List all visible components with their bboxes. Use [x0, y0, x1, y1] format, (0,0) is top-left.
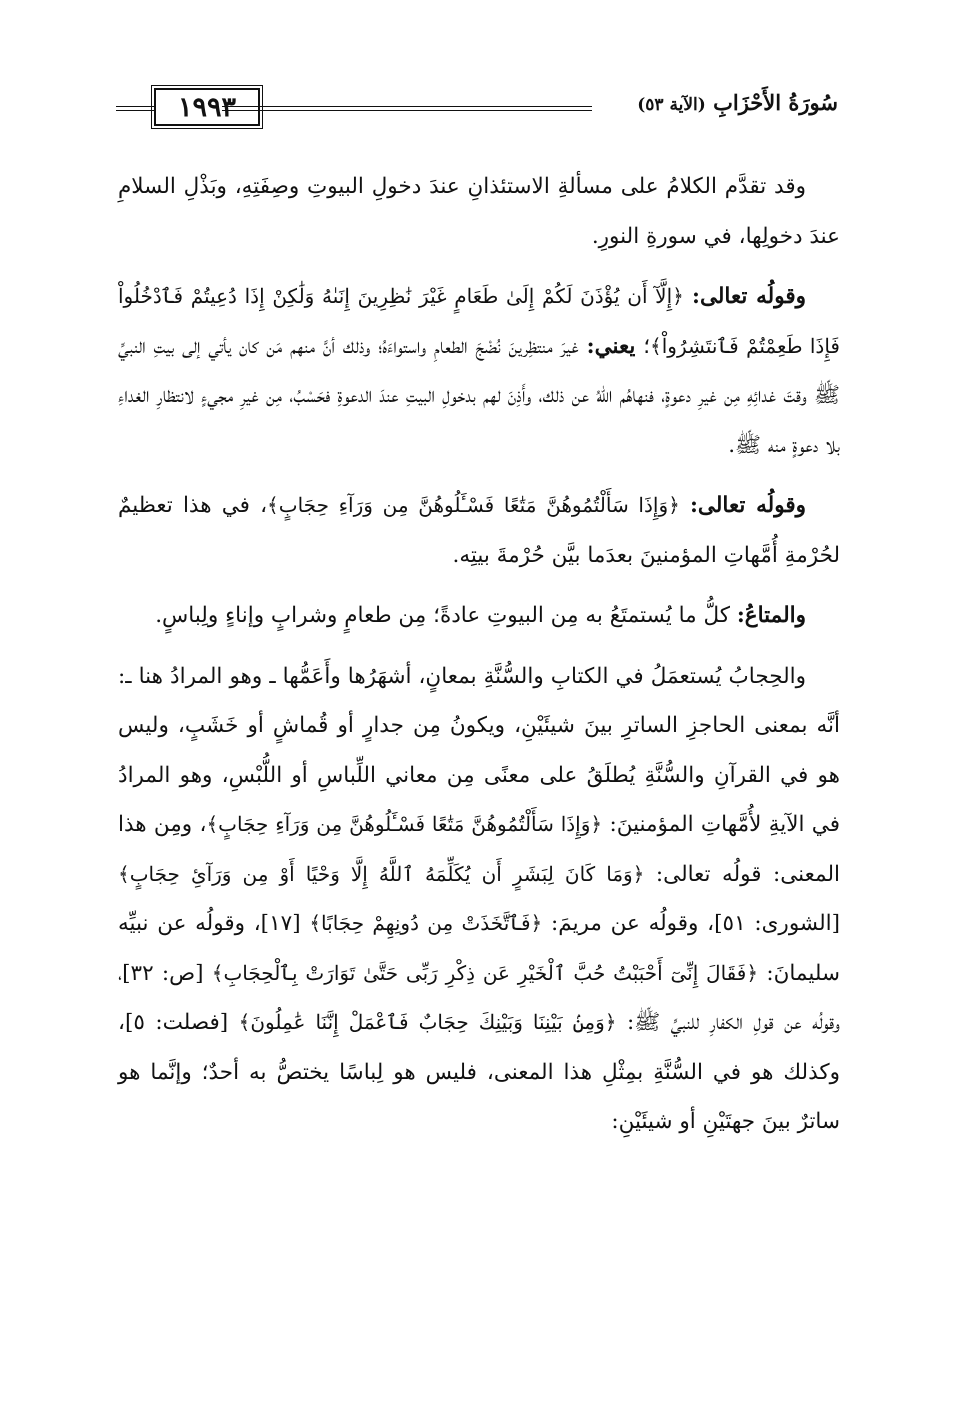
- page-number: ١٩٩٣: [178, 91, 237, 123]
- paragraph-3: [118, 481, 840, 580]
- page-body: [118, 162, 840, 1147]
- paragraph-1: [118, 162, 840, 261]
- quran-verse: ﴿وَمِنۢ بَيْنِنَا وَبَيْنِكَ حِجَابٌ فَٱعْمَلْ إِنَّنَا عَٰمِلُونَ﴾: [238, 1010, 617, 1034]
- paragraph-text: والحِجابُ يُستعمَلُ في الكتابِ والسُّنَّةِ بمعانٍ، أشهَرُها وأَعَمُّها ـ وهو المرادُ هنا ـ: أنَّه بمعنى الحاجزِ الساترِ بينَ شيئَيْنِ، ويكونُ مِن جدارٍ أو قُماشٍ أو خَشَبٍ، وليس هو في القرآنِ والسُّنَّةِ يُطلَقُ على معنًى مِن معاني اللِّباسِ أو اللُّبْسِ، وهو المرادُ في الآيةِ لأُمَّهاتِ المؤمنينَ:: [118, 663, 840, 837]
- paragraph-4: [118, 591, 840, 641]
- lead-phrase: يعني:: [586, 333, 636, 359]
- paragraph-2: [118, 272, 840, 470]
- quran-verse: ﴿وَمَا كَانَ لِبَشَرٍ أَن يُكَلِّمَهُ ٱللَّهُ إِلَّا وَحْيًا أَوْ مِن وَرَآئِ حِجَابٍ﴾: [118, 861, 645, 886]
- lead-phrase: والمتاعُ:: [736, 603, 806, 628]
- ayah-reference: (الآية ٥٣): [637, 95, 706, 115]
- quran-verse: ﴿فَقَالَ إِنِّىٓ أَحْبَبْتُ حُبَّ ٱلْخَيْرِ عَن ذِكْرِ رَبِّى حَتَّىٰ تَوَارَتْ بِٱلْحِجَابِ﴾: [211, 960, 759, 985]
- paragraph-text: ، ومِن هذا المعنى: قولُه تعالى:: [118, 812, 840, 887]
- surah-name: سُورَةُ الأَحْزَابِ: [713, 90, 838, 115]
- punctuation: ؛: [643, 333, 651, 359]
- page-number-box: [154, 88, 260, 126]
- quran-verse: ﴿إِلَّآ أَن يُؤْذَنَ لَكُمْ إِلَىٰ طَعَامٍ غَيْرَ نَٰظِرِينَ إِنَىٰهُ وَلَٰكِنْ إِذَا دُعِيتُمْ فَٱدْخُلُواْ فَإِذَا طَعِمْتُمْ فَٱنتَشِرُواْ﴾: [118, 284, 840, 358]
- header-rule: [222, 106, 592, 111]
- paragraph-text: غيرَ منتظِرينَ نُضْجَ الطعامِ واستواءَهُ؛ وذلك أنَّ منهم مَن كان يأتي إلى بيتِ النبيِّ ﷺ وقتَ غدائِهِ مِن غيرِ دعوةٍ، فنهاهُم اللهُ عن ذلك، وأَذِنَ لهم بدخولِ البيتِ عندَ الدعوةِ فحَسْبُ، مِن غيرِ مجيءٍ لانتظارِ الغداءِ بلا دعوةٍ منه ﷺ.: [118, 333, 840, 458]
- paragraph-text: ، في هذا تعظيمٌ لحُرْمةِ أُمَّهاتِ المؤمنينَ بعدَما بيَّن حُرْمةَ بيتِه.: [118, 493, 840, 568]
- lead-phrase: وقولُه تعالى:: [690, 493, 806, 518]
- page-header: [118, 88, 838, 128]
- citation: [الشورى: ٥١]، وقولُه عن مريمَ:: [551, 911, 841, 936]
- paragraph-text: كلُّ ما يُستمتَعُ به مِن البيوتِ عادةً؛ مِن طعامٍ وشرابٍ وإناءٍ ولِباسٍ.: [155, 603, 731, 628]
- running-title: [637, 90, 838, 115]
- lead-phrase: وقولُه تعالى:: [692, 284, 806, 309]
- quran-verse: ﴿وَإِذَا سَأَلْتُمُوهُنَّ مَتَٰعًا فَسْـَٔلُوهُنَّ مِن وَرَآءِ حِجَابٍ﴾: [206, 812, 603, 836]
- citation: [فصلت: ٥]، وكذلك هو في السُّنَّةِ بمِثْلِ هذا المعنى، فليس هو لِباسًا يختصُّ به أحدٌ؛ وإنَّما هو ساترٌ بينَ جهتَيْنِ أو شيئَيْنِ:: [118, 1010, 840, 1134]
- citation: [ص: ٣٢]، وقولُه عن قولِ الكفارِ للنبيِّ ﷺ:: [118, 960, 840, 1035]
- paragraph-5: [118, 652, 840, 1147]
- citation: [١٧]، وقولُه عن نبيِّه سليمانَ:: [118, 911, 840, 986]
- quran-verse: ﴿فَٱتَّخَذَتْ مِن دُونِهِمْ حِجَابًا﴾: [309, 911, 543, 935]
- header-rule-left: [116, 106, 154, 111]
- paragraph-text: وقد تقدَّم الكلامُ على مسألةِ الاستئذانِ عندَ دخولِ البيوتِ وصِفَتِهِ، وبَذْلِ السلامِ عندَ دخولِها، في سورةِ النورِ.: [118, 174, 840, 249]
- quran-verse: ﴿وَإِذَا سَأَلْتُمُوهُنَّ مَتَٰعًا فَسْـَٔلُوهُنَّ مِن وَرَآءِ حِجَابٍ﴾: [267, 493, 680, 517]
